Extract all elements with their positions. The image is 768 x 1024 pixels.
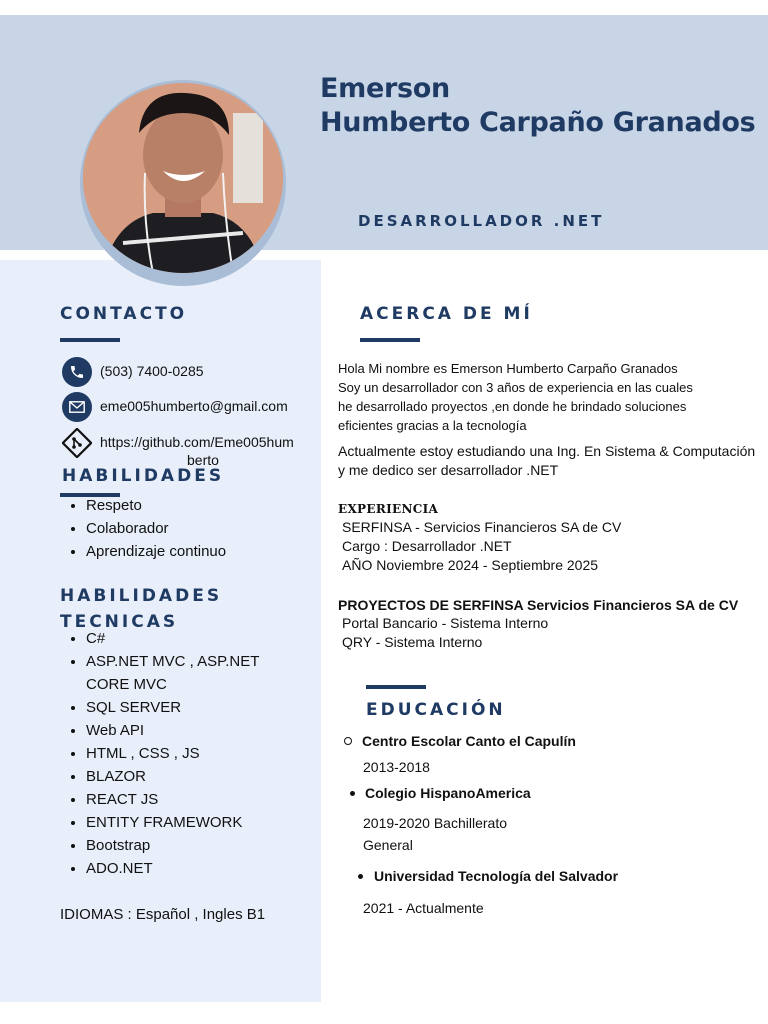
tech-skill-item: • SQL SERVER	[86, 696, 280, 719]
experience-line: Cargo : Desarrollador .NET	[342, 538, 512, 554]
about-line: he desarrollado proyectos ,en donde he brindado soluciones	[338, 399, 687, 414]
tech-skill-item: • Web API	[86, 719, 280, 742]
education-detail-line-1: 2019-2020 Bachillerato	[363, 815, 507, 831]
name-line-2: Humberto Carpaño Granados	[320, 107, 756, 138]
experience-line: AÑO Noviembre 2024 - Septiembre 2025	[342, 557, 599, 573]
tech-skill-item: • ASP.NET MVC , ASP.NET CORE MVC	[86, 650, 280, 696]
skill-item: • Respeto	[86, 494, 310, 517]
tech-skill-item: • HTML , CSS , JS	[86, 742, 280, 765]
tech-skills-heading-line-2: TECNICAS	[60, 612, 179, 632]
tech-skill-item: • BLAZOR	[86, 765, 280, 788]
project-line: Portal Bancario - Sistema Interno	[342, 615, 549, 631]
about-study-text	[338, 442, 763, 480]
full-name	[320, 72, 755, 140]
about-heading-bar	[360, 338, 420, 342]
education-bullet-hollow	[344, 737, 352, 745]
education-detail-line-2: General	[363, 837, 413, 853]
tech-skills-heading-line-1: HABILIDADES	[60, 586, 223, 606]
experience-text	[342, 518, 762, 575]
email-address[interactable]: eme005humberto@gmail.com	[100, 398, 288, 414]
education-bullet	[350, 791, 355, 796]
skill-item: • Aprendizaje continuo	[86, 540, 310, 563]
tech-skill-item: • ENTITY FRAMEWORK	[86, 811, 280, 834]
skill-item: • Colaborador	[86, 517, 310, 540]
github-link-line-1[interactable]: https://github.com/Eme005hum	[100, 434, 294, 450]
tech-skill-item: • REACT JS	[86, 788, 280, 811]
project-line: QRY - Sistema Interno	[342, 634, 483, 650]
skills-list	[60, 494, 310, 563]
name-line-1: Emerson	[320, 73, 450, 104]
tech-skill-item: • Bootstrap	[86, 834, 280, 857]
education-detail: 2013-2018	[363, 759, 430, 775]
person-photo-illustration	[83, 83, 283, 273]
skills-heading: HABILIDADES	[62, 466, 225, 486]
experience-heading: EXPERIENCIA	[338, 502, 439, 516]
email-icon	[62, 392, 92, 422]
about-line: Hola Mi nombre es Emerson Humberto Carpaño Granados	[338, 361, 678, 376]
education-school: Universidad Tecnología del Salvador	[374, 868, 619, 884]
tech-skills-list	[60, 627, 280, 880]
projects-heading-company: PROYECTOS DE SERFINSA	[338, 597, 524, 613]
experience-line: SERFINSA - Servicios Financieros SA de CV	[342, 519, 622, 535]
github-link-line-2[interactable]: berto	[187, 452, 219, 468]
tech-skill-item: • C#	[86, 627, 280, 650]
study-line-1: Actualmente estoy estudiando una Ing. En Sistema & Computación	[338, 443, 756, 459]
projects-heading	[338, 596, 758, 615]
phone-number[interactable]: (503) 7400-0285	[100, 363, 204, 379]
about-line: eficientes gracias a la tecnología	[338, 418, 527, 433]
languages: IDIOMAS : Español , Ingles B1	[60, 906, 266, 923]
github-link[interactable]	[100, 433, 315, 469]
education-bullet	[358, 874, 363, 879]
tech-skill-item: • ADO.NET	[86, 857, 280, 880]
education-heading-bar	[366, 685, 426, 689]
about-heading: ACERCA DE MÍ	[360, 304, 533, 324]
about-text	[338, 359, 758, 435]
projects-text	[342, 614, 762, 652]
job-title: DESARROLLADOR .NET	[358, 212, 605, 230]
about-line: Soy un desarrollador con 3 años de experiencia en las cuales	[338, 380, 693, 395]
study-line-2: y me dedico ser desarrollador .NET	[338, 462, 559, 478]
education-school: Centro Escolar Canto el Capulín	[362, 733, 576, 749]
contact-heading: CONTACTO	[60, 304, 188, 324]
education-school: Colegio HispanoAmerica	[365, 785, 531, 801]
projects-heading-rest: Servicios Financieros SA de CV	[523, 597, 739, 613]
education-detail	[363, 812, 507, 856]
education-heading: EDUCACIÓN	[366, 700, 506, 720]
github-icon	[62, 428, 92, 458]
phone-icon	[62, 357, 92, 387]
education-detail: 2021 - Actualmente	[363, 900, 484, 916]
profile-photo	[83, 83, 283, 273]
contact-heading-bar	[60, 338, 120, 342]
